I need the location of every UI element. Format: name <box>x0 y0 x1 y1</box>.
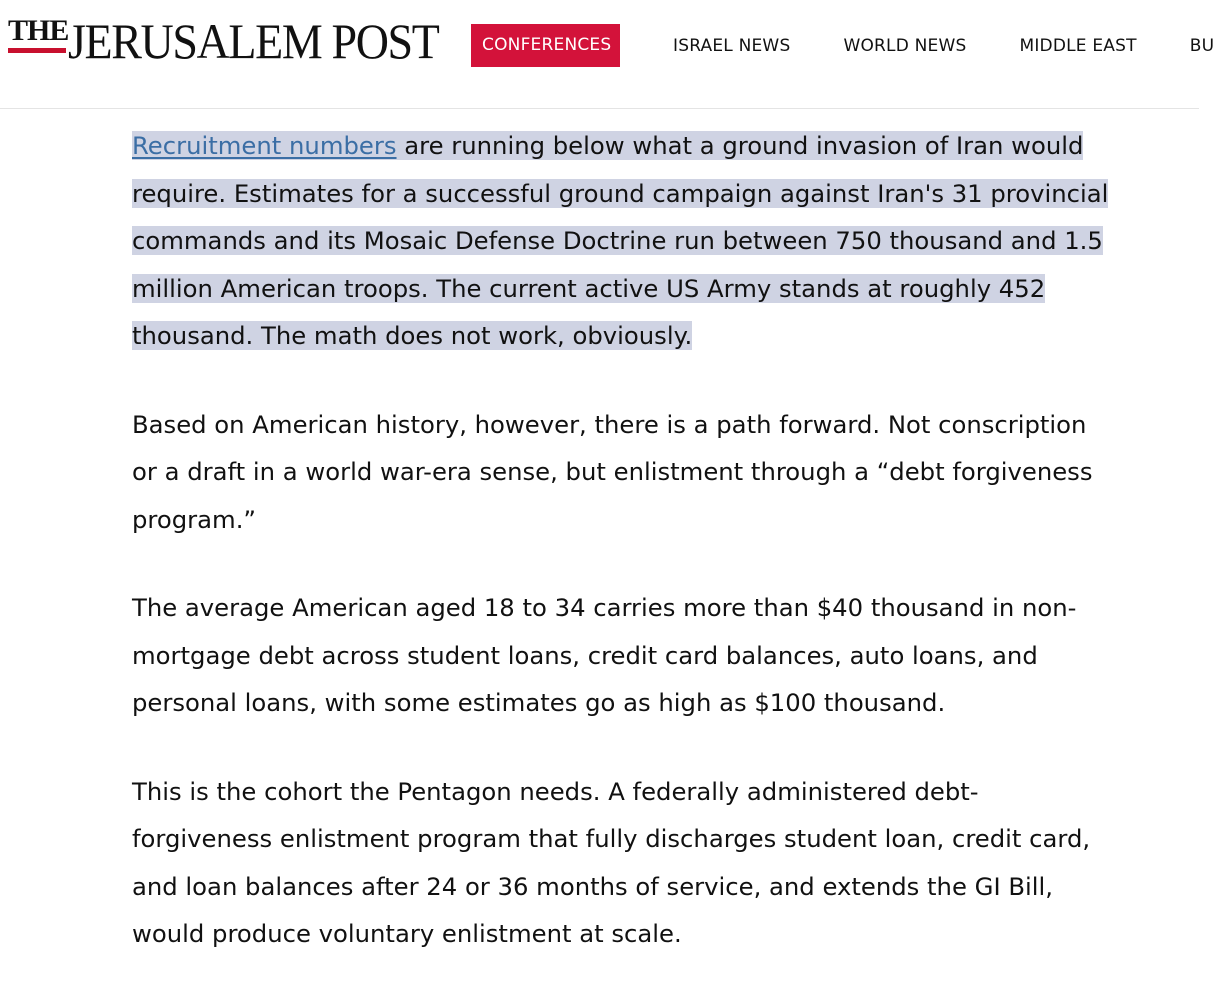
nav-item-bu[interactable]: BU <box>1189 35 1214 56</box>
nav-item-world-news[interactable]: WORLD NEWS <box>843 35 967 56</box>
logo-name: JERUSALEM POST <box>68 13 439 69</box>
article-paragraph-1 <box>132 122 1112 360</box>
main-nav <box>471 24 1214 67</box>
paragraph-text: are running below what a ground invasion of Iran would require. Estimates for a successful ground campaign against Iran's 31 provincial commands and its Mosaic Defense Doctrine run between 750 thousand and 1.5 million American troops. The current active US Army stands at roughly 452 thousand. The math does not work, obviously. <box>132 131 1109 350</box>
site-header <box>0 0 1214 109</box>
selected-text <box>132 131 1108 350</box>
article-paragraph-3: The average American aged 18 to 34 carries more than $40 thousand in non-mortgage debt across student loans, credit card balances, auto loans, and personal loans, with some estimates go as high as $100 thousand. <box>132 593 1077 717</box>
article-body <box>132 122 1112 999</box>
article-paragraph-4: This is the cohort the Pentagon needs. A federally administered debt-forgiveness enlistment program that fully discharges student loan, credit card, and loan balances after 24 or 36 months of service, and extends the GI Bill, would produce voluntary enlistment at scale. <box>132 776 1091 948</box>
logo-red-bar <box>8 48 66 53</box>
nav-item-israel-news[interactable]: ISRAEL NEWS <box>673 35 791 56</box>
nav-item-middle-east[interactable]: MIDDLE EAST <box>1019 35 1137 56</box>
nav-item-conferences[interactable]: CONFERENCES <box>471 24 620 67</box>
logo-prefix: THE <box>8 14 69 47</box>
recruitment-numbers-link[interactable]: Recruitment numbers <box>132 131 397 160</box>
article-paragraph-2: Based on American history, however, there is a path forward. Not conscription or a draft in a world war-era sense, but enlistment through a “debt forgiveness program.” <box>132 409 1093 534</box>
